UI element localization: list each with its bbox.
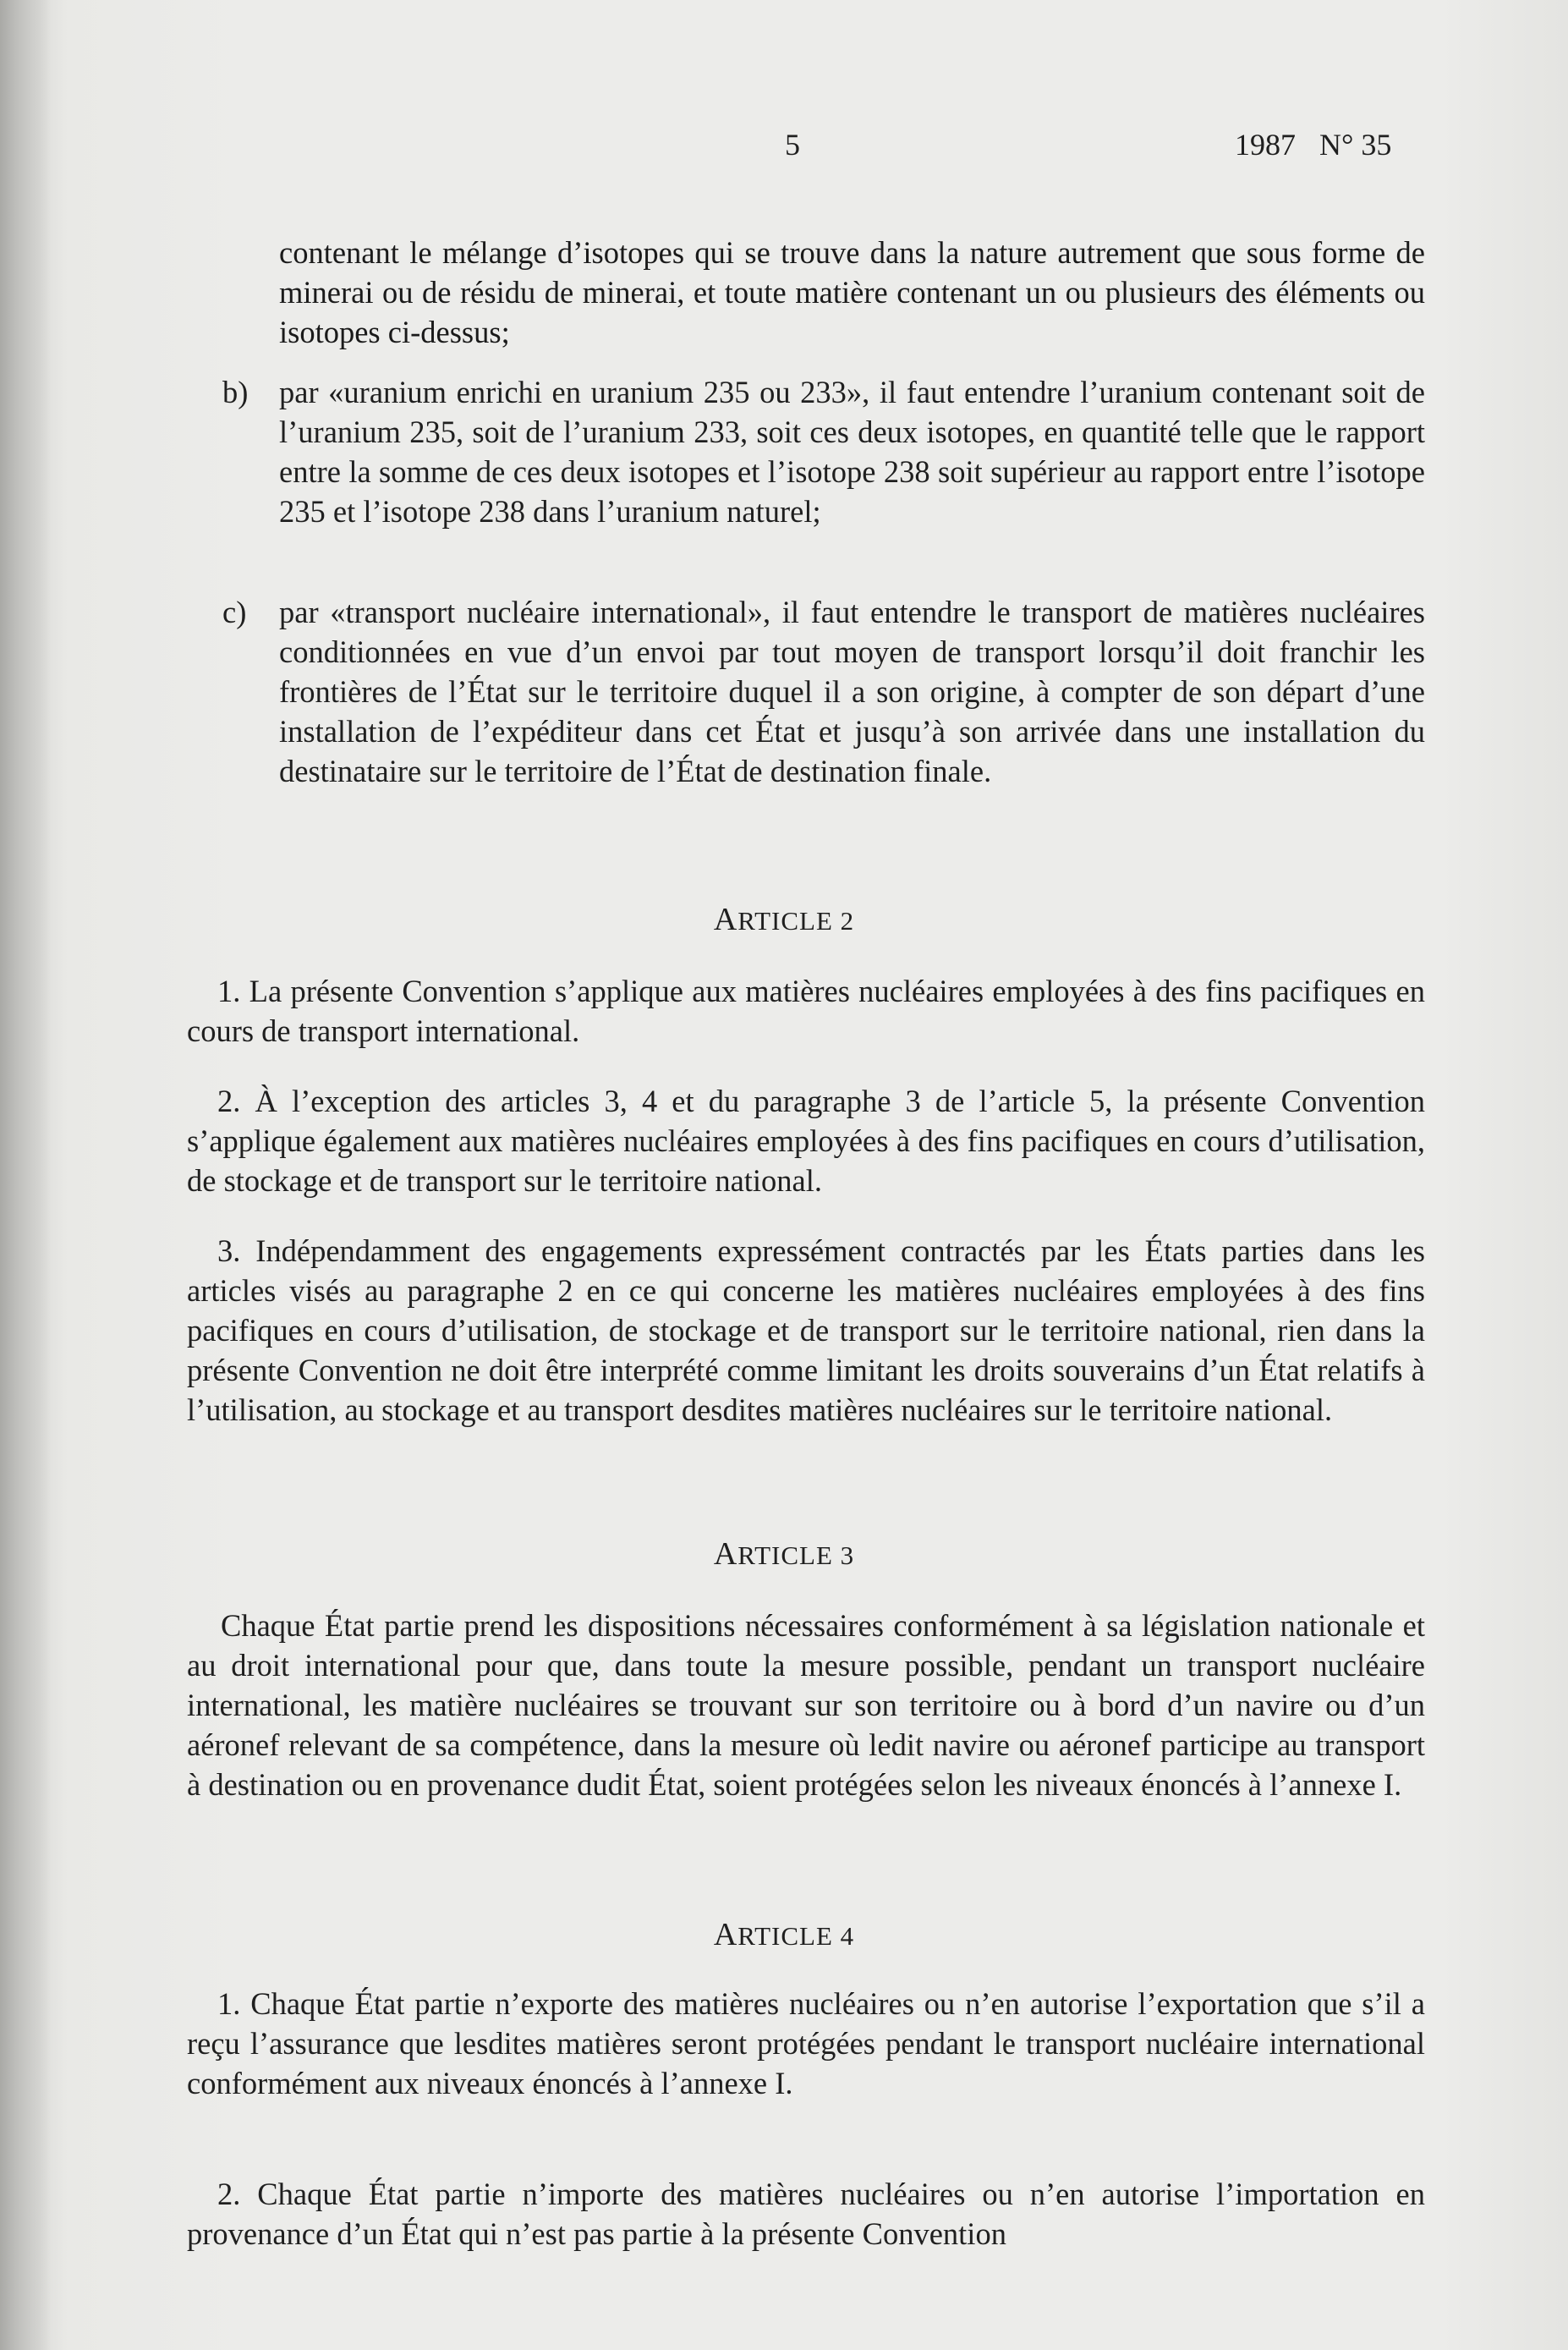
item-marker: b) (222, 375, 249, 409)
article-2-paragraph-3: 3. Indépendamment des engagements expressément contractés par les États parties dans les articles visés au paragraphe 2 en ce qui concerne les matières nucléaires employées à des fins pacifiques en cours d’utilisation, de stockage et de transport sur le territoire national, rien dans la présente Convention ne doit être interprété comme limitant les droits souverains d’un État relatifs à l’utilisation, au stockage et au transport desdites matières nucléaires sur le territoire national. (187, 1233, 1425, 1427)
article-4-paragraph-1: 1. Chaque État partie n’exporte des matières nucléaires ou n’en autorise l’exportation que s’il a reçu l’assurance que lesdites matières seront protégées pendant le transport nucléaire international conformément aux niveaux énoncés à l’annexe I. (187, 1986, 1425, 2100)
item-text: par «uranium enrichi en uranium 235 ou 233», il faut entendre l’uranium contenant soit de l’uranium 235, soit de l’uranium 233, soit ces deux isotopes, en quantité telle que le rapport entre la somme de ces deux isotopes et l’isotope 238 soit supérieur au rapport entre l’isotope 235 et l’isotope 238 dans l’uranium naturel; (279, 375, 1425, 529)
page-number: 5 (785, 128, 800, 162)
header-series-number: N° 35 (1319, 128, 1392, 162)
definition-item-b (222, 372, 1425, 531)
article-2-heading: ARTICLE 2 (713, 902, 855, 937)
header-reference (1235, 127, 1391, 162)
article-3-paragraph-1: Chaque État partie prend les dispositions nécessaires conformément à sa législation nationale et au droit international pour que, dans toute la mesure possible, pendant un transport nucléaire international, les matière nucléaires se trouvant sur son territoire ou à bord d’un navire ou d’un aéronef relevant de sa compétence, dans la mesure où ledit navire ou aéronef participe au transport à destination ou en provenance dudit État, soient protégées selon les niveaux énoncés à l’annexe I. (187, 1608, 1425, 1802)
article-3-heading: ARTICLE 3 (713, 1536, 855, 1572)
item-text: par «transport nucléaire international», il faut entendre le transport de matières nucléaires conditionnées en vue d’un envoi par tout moyen de transport lorsqu’il doit franchir les frontières de l’État sur le territoire duquel il a son origine, à compter de son départ d’une installation de l’expéditeur dans cet État et jusqu’à son arrivée dans une installation du destinataire sur le territoire de l’État de destination finale. (279, 595, 1425, 788)
article-2-paragraph-1: 1. La présente Convention s’applique aux matières nucléaires employées à des fins pacifiques en cours de transport international. (187, 974, 1425, 1048)
page-header (0, 127, 1568, 169)
definition-item-c (222, 592, 1425, 791)
article-4-heading: ARTICLE 4 (713, 1917, 855, 1952)
article-4-paragraph-2: 2. Chaque État partie n’importe des matières nucléaires ou n’en autorise l’importation en provenance d’un État qui n’est pas partie à la présente Convention (187, 2177, 1425, 2251)
page-binding-shadow (0, 0, 51, 2350)
item-marker: c) (222, 595, 247, 629)
header-year: 1987 (1235, 128, 1296, 162)
article-2-paragraph-2: 2. À l’exception des articles 3, 4 et du paragraphe 3 de l’article 5, la présente Convention s’applique également aux matières nucléaires employées à des fins pacifiques en cours d’utilisation, de stockage et de transport sur le territoire national. (187, 1084, 1425, 1198)
definition-continuation: contenant le mélange d’isotopes qui se trouve dans la nature autrement que sous forme de minerai ou de résidu de minerai, et toute matière contenant un ou plusieurs des éléments ou isotopes ci-dessus; (279, 235, 1425, 349)
